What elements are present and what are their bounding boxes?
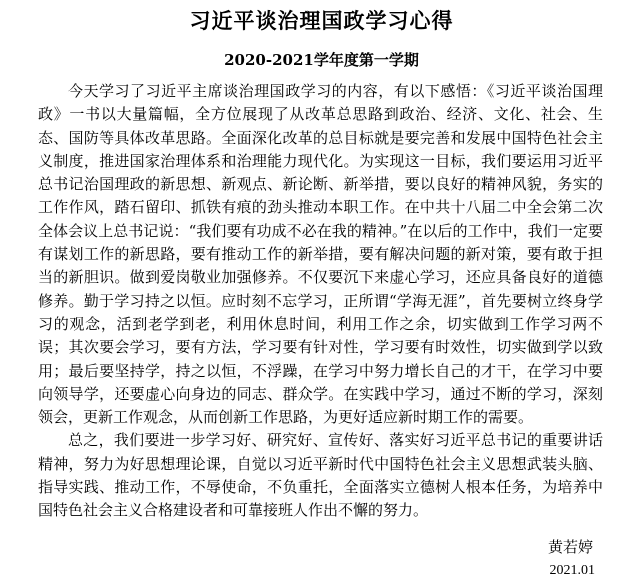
document-title: 习近平谈治理国政学习心得 — [189, 8, 454, 33]
paragraph-2: 总之，我们要进一步学习好、研究好、宣传好、落实好习近平总书记的重要讲话精神，努力为好思想理论课，自觉以习近平新时代中国特色社会主义思想武装头脑、指导实践、推动工作，不辱使命，不负重托，全面落实立德树人根本任务，为培养中国特色社会主义合格建设者和可靠接班人作出不懈的努力。 — [38, 431, 603, 520]
document-subtitle: 2020-2021学年度第一学期 — [224, 51, 419, 69]
document-body — [38, 80, 603, 523]
author-signature: 黄若婷 — [547, 538, 593, 556]
document-date: 2021.01 — [549, 563, 595, 578]
paragraph-1: 今天学习了习近平主席谈治理国政学习的内容，有以下感悟：《习近平谈治国理政》一书以大量篇幅，全方位展现了从改革总思路到政治、经济、文化、社会、生态、国防等具体改革思路。全面深化改革的总目标就是要完善和发展中国特色社会主义制度，推进国家治理体系和治理能力现代化。为实现这一目标，我们要运用习近平总书记治国理政的新思想、新观点、新论断、新举措，要以良好的精神风貌，务实的工作作风，踏石留印、抓铁有痕的劲头推动本职工作。在中共十八届二中全会第二次全体会议上总书记说：“我们要有功成不必在我的精神。”在以后的工作中，我们一定要有谋划工作的新思路，要有推动工作的新举措，要有解决问题的新对策，要有敢于担当的新胆识。做到爱岗敬业加强修养。不仅要沉下来虚心学习，还应具备良好的道德修养。勤于学习持之以恒。应时刻不忘学习，正所谓“学海无涯”，首先要树立终身学习的观念，活到老学到老，利用休息时间，利用工作之余，切实做到工作学习两不误；其次要会学习，要有方法，学习要有针对性，学习要有时效性，切实做到学以致用；最后要坚持学，持之以恒，不浮躁，在学习中努力增长自己的才干，在学习中要向领导学，还要虚心向身边的同志、群众学。在实践中学习，通过不断的学习，深刻领会，更新工作观念，从而创新工作思路，为更好适应新时期工作的需要。 — [38, 82, 603, 427]
